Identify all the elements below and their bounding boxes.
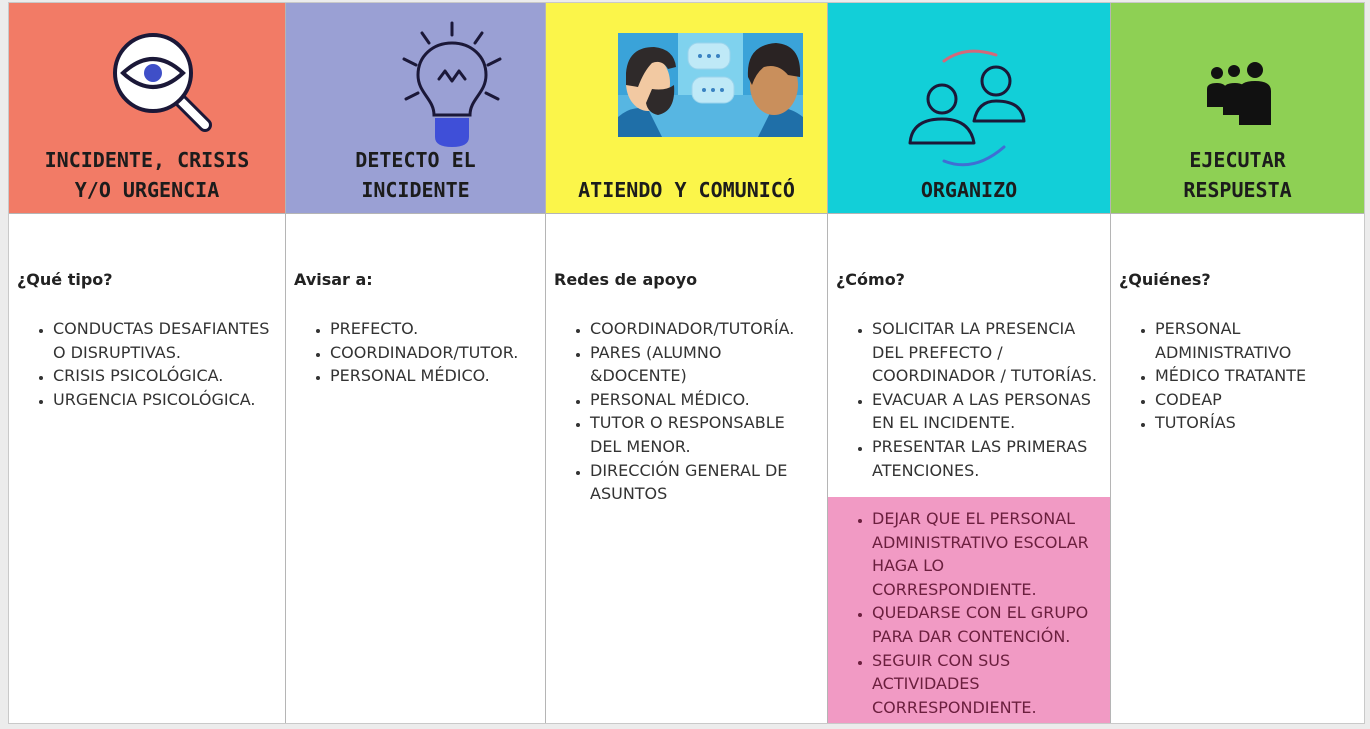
column-atiendo <box>546 3 828 723</box>
column-incidente <box>9 3 286 723</box>
section-title: Avisar a: <box>294 270 373 289</box>
column-header <box>828 3 1110 214</box>
list-item: • PRESENTAR LAS PRIMERAS ATENCIONES. <box>872 435 1104 482</box>
list-item: • MÉDICO TRATANTE <box>1155 364 1358 388</box>
list-item: • PARES (ALUMNO &DOCENTE) <box>590 341 821 388</box>
column-ejecutar <box>1111 3 1364 723</box>
magnifier-eye-icon <box>109 29 219 139</box>
list-item: • EVACUAR A LAS PERSONAS EN EL INCIDENTE. <box>872 388 1104 435</box>
people-exchange-icon <box>904 43 1034 173</box>
list-item: • PERSONAL ADMINISTRATIVO <box>1155 317 1358 364</box>
item-list <box>828 317 1104 482</box>
list-item: • PERSONAL MÉDICO. <box>590 388 821 412</box>
list-item: • CODEAP <box>1155 388 1358 412</box>
list-item: • URGENCIA PSICOLÓGICA. <box>53 388 279 412</box>
column-header <box>9 3 285 214</box>
section-title: ¿Qué tipo? <box>17 270 113 289</box>
item-list <box>546 317 821 506</box>
section-title: ¿Quiénes? <box>1119 270 1211 289</box>
column-header <box>546 3 827 214</box>
list-item: • TUTORÍAS <box>1155 411 1358 435</box>
item-list <box>286 317 539 388</box>
list-item: • TUTOR O RESPONSABLE DEL MENOR. <box>590 411 821 458</box>
protocol-board <box>8 2 1365 724</box>
list-item: • COORDINADOR/TUTOR. <box>330 341 539 365</box>
list-item: • SEGUIR CON SUS ACTIVIDADES CORRESPONDIENTE. <box>872 649 1104 720</box>
list-item: • DIRECCIÓN GENERAL DE ASUNTOS <box>590 459 821 506</box>
item-list <box>9 317 279 411</box>
list-item: • CRISIS PSICOLÓGICA. <box>53 364 279 388</box>
column-header <box>286 3 545 214</box>
column-organizo <box>828 3 1111 723</box>
list-item: • CONDUCTAS DESAFIANTES O DISRUPTIVAS. <box>53 317 279 364</box>
item-list <box>1111 317 1358 435</box>
conversation-illustration <box>618 33 803 137</box>
column-title: INCIDENTE, CRISIS Y/O URGENCIA <box>44 148 250 202</box>
column-title: ORGANIZO <box>920 178 1018 202</box>
list-item: • QUEDARSE CON EL GRUPO PARA DAR CONTENCIÓN. <box>872 601 1104 648</box>
column-title: DETECTO EL INCIDENTE <box>355 148 476 202</box>
section-title: Redes de apoyo <box>554 270 698 289</box>
highlight-box <box>828 497 1110 723</box>
column-detecto <box>286 3 546 723</box>
list-item: • DEJAR QUE EL PERSONAL ADMINISTRATIVO ESCOLAR HAGA LO CORRESPONDIENTE. <box>872 507 1104 601</box>
list-item: • COORDINADOR/TUTORÍA. <box>590 317 821 341</box>
section-title: ¿Cómo? <box>836 270 905 289</box>
item-list <box>828 507 1104 719</box>
column-header <box>1111 3 1364 214</box>
group-icon <box>1205 61 1273 131</box>
column-title: ATIENDO Y COMUNICÓ <box>578 178 795 202</box>
lightbulb-icon <box>392 19 512 151</box>
list-item: • PREFECTO. <box>330 317 539 341</box>
column-title: EJECUTAR RESPUESTA <box>1183 148 1292 202</box>
list-item: • SOLICITAR LA PRESENCIA DEL PREFECTO / COORDINADOR / TUTORÍAS. <box>872 317 1104 388</box>
list-item: • PERSONAL MÉDICO. <box>330 364 539 388</box>
